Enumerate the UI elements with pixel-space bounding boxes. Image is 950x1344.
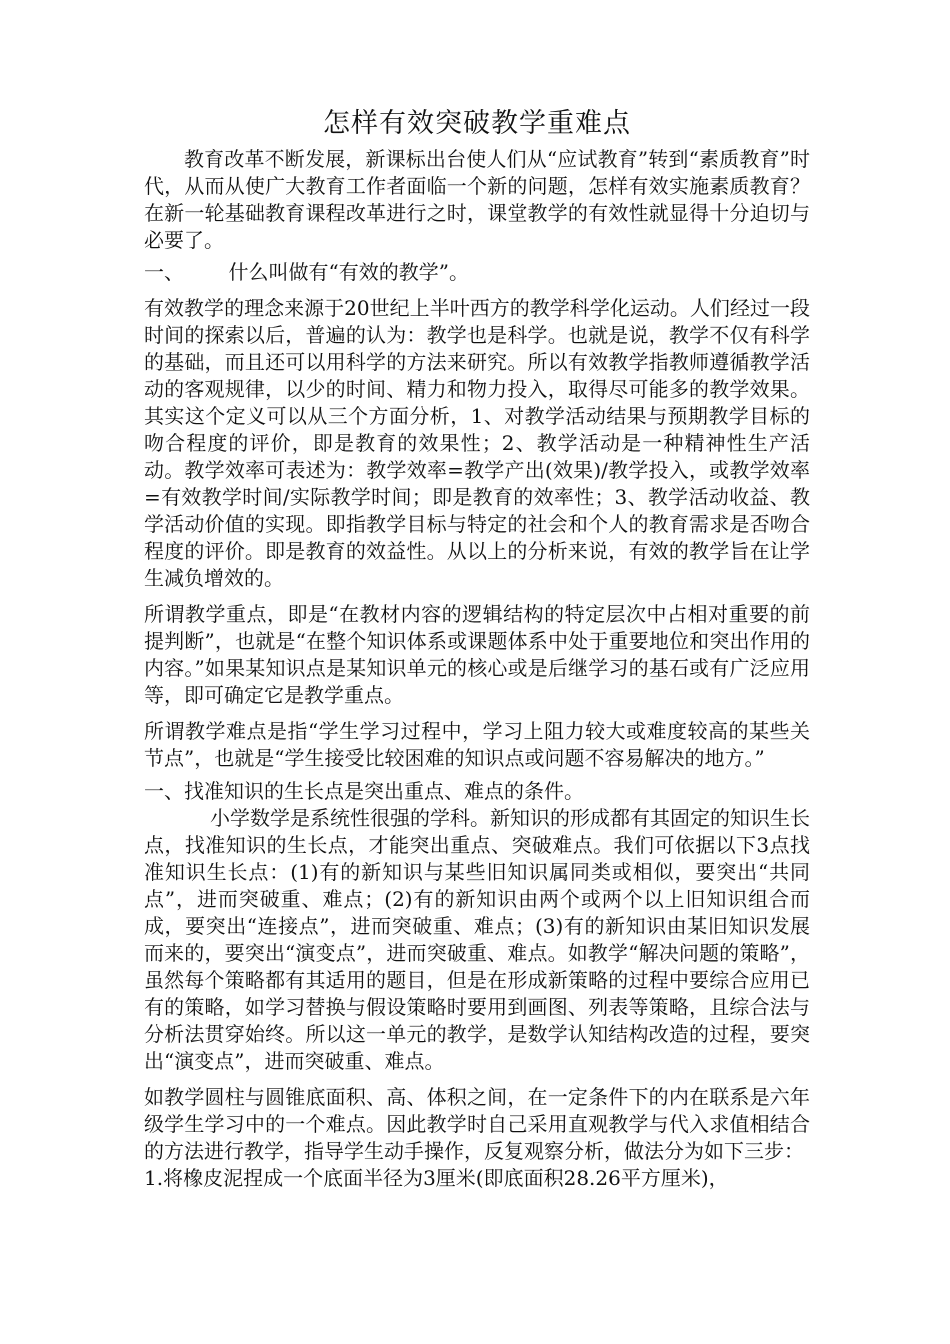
section-heading-growth-point: 一、找准知识的生长点是突出重点、难点的条件。 xyxy=(144,779,584,803)
document-title: 怎样有效突破教学重难点 xyxy=(323,108,631,139)
document-page xyxy=(144,104,810,1192)
teaching-focus-paragraph: 所谓教学重点，即是“在教材内容的逻辑结构的特定层次中占相对重要的前提判断”，也就是“在整个知识体系或课题体系中处于重要地位和突出作用的内容。”如果某知识点是某知识单元的核心或是后继学习的基石或有广泛应用等，即可确定它是教学重点。 xyxy=(144,602,810,707)
section-heading-what-is-effective-teaching: 一、 什么叫做有“有效的教学”。 xyxy=(144,260,469,284)
growth-point-paragraph: 小学数学是系统性很强的学科。新知识的形成都有其固定的知识生长点，找准知识的生长点，才能突出重点、突破难点。我们可依据以下3点找准知识生长点：(1)有的新知识与某些旧知识属同类或相似，要突出“共同点”，进而突破重、难点；(2)有的新知识由两个或两个以上旧知识组合而成，要突出“连接点”，进而突破重、难点；(3)有的新知识由某旧知识发展而来的，要突出“演变点”，进而突破重、难点。如教学“解决问题的策略”，虽然每个策略都有其适用的题目，但是在形成新策略的过程中要综合应用已有的策略，如学习替换与假设策略时要用到画图、列表等策略，且综合法与分析法贯穿始终。所以这一单元的教学，是数学认知结构改造的过程，要突出“演变点”，进而突破重、难点。 xyxy=(144,806,810,1073)
intro-paragraph: 教育改革不断发展，新课标出台使人们从“应试教育”转到“素质教育”时代，从而从使广大教育工作者面临一个新的问题，怎样有效实施素质教育？在新一轮基础教育课程改革进行之时，课堂教学的有效性就显得十分迫切与必要了。 xyxy=(144,147,810,252)
effective-teaching-paragraph: 有效教学的理念来源于20世纪上半叶西方的教学科学化运动。人们经过一段时间的探索以后，普遍的认为：教学也是科学。也就是说，教学不仅有科学的基础，而且还可以用科学的方法来研究。所以有效教学指教师遵循教学活动的客观规律，以少的时间、精力和物力投入，取得尽可能多的教学效果。其实这个定义可以从三个方面分析，1、对教学活动结果与预期教学目标的吻合程度的评价，即是教育的效果性；2、教学活动是一种精神性生产活动。教学效率可表述为：教学效率=教学产出(效果)/教学投入，或教学效率=有效教学时间/实际教学时间；即是教育的效率性；3、教学活动收益、教学活动价值的实现。即指教学目标与特定的社会和个人的教育需求是否吻合程度的评价。即是教育的效益性。从以上的分析来说，有效的教学旨在让学生减负增效的。 xyxy=(144,296,810,590)
cylinder-cone-paragraph: 如教学圆柱与圆锥底面积、高、体积之间，在一定条件下的内在联系是六年级学生学习中的一个难点。因此教学时自己采用直观教学与代入求值相结合的方法进行教学，指导学生动手操作，反复观察分析，做法分为如下三步： xyxy=(144,1085,810,1163)
step-one-paragraph: 1.将橡皮泥捏成一个底面半径为3厘米(即底面积28.26平方厘米)， xyxy=(144,1166,729,1190)
teaching-difficulty-paragraph: 所谓教学难点是指“学生学习过程中，学习上阻力较大或难度较高的某些关节点”，也就是“学生接受比较困难的知识点或问题不容易解决的地方。” xyxy=(144,719,810,770)
